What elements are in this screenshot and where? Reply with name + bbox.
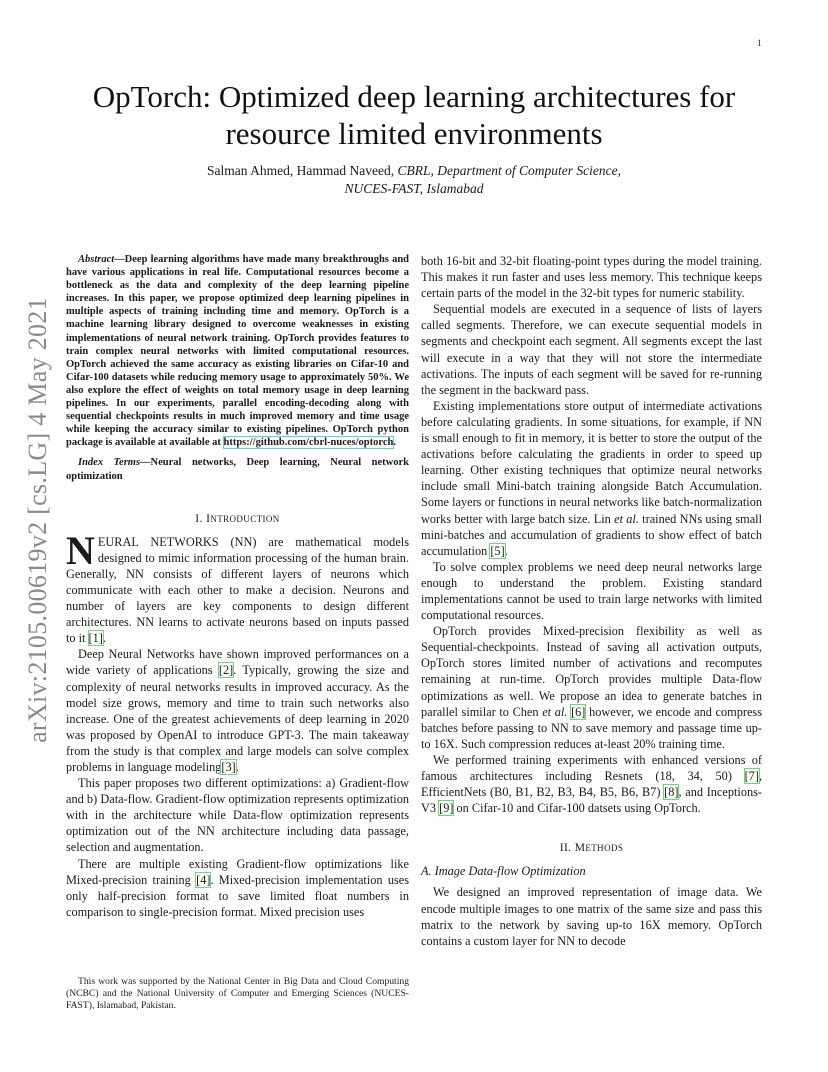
right-paragraph-6 [421,752,762,816]
page-number: 1 [757,38,762,48]
citation-2[interactable]: [2] [218,663,234,678]
right-p3-text-b: trained NNs using small mini-batches and accumulation of gradients to show effect of batch accumulation [421,511,762,558]
right-p6-text-c: , and Inceptions-V3 [421,785,763,816]
citation-5[interactable]: [5] [490,543,505,558]
right-p6-text-a: We performed training experiments with enhanced versions of famous architectures including Resnets (18, 34, 50) [421,752,762,783]
right-p6-text-b: , EfficientNets (B0, B1, B2, B3, B4, B5, B6, B7) [421,769,762,800]
drop-cap: N [66,527,95,573]
section-2-first: M [574,842,586,855]
right-p5-text-b: however, we encode and compress batches before passing to NN to save memory and passage time up-to 16X. Such compression reduces at-least 20% training time. [421,704,762,751]
right-p3-etal: et al. [614,511,639,526]
citation-6[interactable]: [6] [571,704,586,719]
intro-p4-text-a: There are multiple existing Gradient-flow optimizations like Mixed-precision training [66,856,409,887]
subsection-heading-image-data-flow: A. Image Data-flow Optimization [421,864,586,879]
citation-9[interactable]: [9] [439,801,454,816]
section-heading-methods [421,840,762,856]
intro-paragraph-1 [66,527,409,647]
section-2-number: II. [559,842,575,855]
authors-block [0,162,828,198]
citation-3[interactable]: [3] [221,760,236,774]
abstract-text: —Deep learning algorithms have made many breakthroughs and have various applications in real life. Computational resources become a bottleneck as the data and complexity of the deep learning pipeline increases. In this paper, we propose optimized deep learning pipelines in multiple aspects of training including time and memory. OpTorch is a machine learning library designed to overcome weaknesses in existing implementations of neural network training. OpTorch provides features to train complex neural networks with limited computational resources. OpTorch achieved the same accuracy as existing libraries on Cifar-10 and Cifar-100 datasets while reducing memory usage to approximately 50%. We also explore the effect of weights on total memory usage in deep learning pipelines. In our experiments, parallel encoding-decoding along with sequential checkpoints results in much improved memory and time usage while keeping the accuracy similar to existing pipelines. OpTorch python package is available at available at [66,254,409,449]
citation-8[interactable]: [8] [664,785,679,800]
intro-paragraph-2 [66,646,409,775]
intro-p2-text-a: Deep Neural Networks have shown improved performances on a wide variety of applications [66,647,409,678]
paper-title-line-1: OpTorch: Optimized deep learning architectures for [92,79,736,114]
right-paragraph-1: both 16-bit and 32-bit floating-point types during the model training. This makes it run faster and uses less memory. This technique keeps certain parts of the model in the 32-bit types for numeric stability. [421,254,762,301]
citation-7[interactable]: [7] [744,769,759,783]
intro-p2-text-b: . Typically, growing the size and complexity of neural networks results in improved accuracy. As the model size grows, memory and time to train such networks also increase. One of the greatest achievements of deep learning in 2020 was proposed by OpenAI to introduce GPT-3. The main takeaway from the study is that complex and large models can solve complex problems in language modeling [66,663,409,774]
abstract-end: . [393,437,396,449]
intro-paragraph-3: This paper proposes two different optimizations: a) Gradient-flow and b) Data-flow. Gradient-flow optimization represents optimization with in the architecture while Data-flow optimization represents optimization out of the NN architecture including data passage, selection and augmentation. [66,776,409,855]
intro-p1-text: (NN) are mathematical models designed to mimic information processing of the human brain. Generally, NN consists of different layers of neurons which communicate with each other to make a decision. Neurons and number of layers are key components to design different architectures. NN learns to activate neurons based on inputs passed to it [66,534,409,646]
intro-paragraph-4 [66,856,409,920]
author-affiliation-1: CBRL, Department of Computer Science, [397,163,621,178]
paper-title [0,78,828,152]
right-paragraph-3 [421,398,762,559]
authors-line-1 [0,162,828,180]
arxiv-identifier-stamp [18,285,58,755]
citation-4[interactable]: [4] [196,872,211,887]
right-p3-text-a: Existing implementations store output of intermediate activations before calculating gradients. In some situations, for example, if NN is small enough to fit in memory, it is better to store the output of the activations before calculating the gradients in order to speed up learning. Other existing techniques that optimize neural networks include small Mini-batch training alongside Batch Accumulation. Some layers or functions in neural networks like batch-normalization works better with large batch size. Lin [421,398,762,526]
paper-title-line-2: resource limited environments [225,116,603,151]
right-p6-text-d: on Cifar-10 and Cifar-100 datsets using OpTorch. [453,801,701,816]
intro-p1-caps: EURAL NETWORKS [97,534,219,549]
abstract [66,253,409,449]
index-terms-text: —Neural networks, Deep learning, Neural network optimization [66,457,409,482]
index-terms [66,456,409,482]
section-1-rest: NTRODUCTION [210,513,280,524]
abstract-label: Abstract [78,254,115,265]
citation-1[interactable]: [1] [88,631,103,646]
intro-p1-end: . [102,631,106,646]
right-p5-etal: et al. [542,704,568,719]
right-paragraph-4: To solve complex problems we need deep neural networks large enough to understand the problem. Existing standard implementations cannot be used to train large networks with limited computational resources. [421,559,762,623]
section-2-rest: ETHODS [585,843,624,854]
right-column [421,253,762,949]
author-affiliation-2: NUCES-FAST, Islamabad [344,181,484,196]
section-1-first: I [206,512,211,525]
right-paragraph-5 [421,623,762,752]
intro-p2-end: . [235,760,239,774]
section-1-number: I. [195,512,207,525]
right-p5-text-a: OpTorch provides Mixed-precision flexibility as well as Sequential-checkpoints. Instead of saving all activation outputs, OpTorch stores limited number of activations and recomputes remaining at run-time. OpTorch provides multiple Data-flow optimizations as well. We propose an idea to generate batches in parallel similar to Chen [421,624,762,719]
right-paragraph-2: Sequential models are executed in a sequence of lists of layers called segments. Therefore, we can execute sequential models in segments and checkpoint each segment. All segments except the last will execute in a way that they will not store the intermediate activations. The inputs of each segment will be saved for re-running the segment in the backward pass. [421,302,762,397]
right-p3-end: . [504,543,508,558]
left-column [66,253,409,920]
github-link[interactable]: https://github.com/cbrl-nuces/optorch [223,437,394,449]
arxiv-identifier-text: arXiv:2105.00619v2 [cs.LG] 4 May 2021 [23,297,52,743]
section-heading-introduction [66,511,409,527]
right-paragraph-7: We designed an improved representation of image data. We encode multiple images to one matrix of the same size and pass this matrix to the network by saving up-to 16X memory. OpTorch contains a custom layer for NN to decode [421,885,762,948]
author-names: Salman Ahmed, Hammad Naveed, [207,163,398,178]
intro-p4-text-b: . Mixed-precision implementation uses only half-precision format to save limited float numbers in comparison to single-precision format. Mixed precision uses [66,872,409,919]
footnote: This work was supported by the National Center in Big Data and Cloud Computing (NCBC) and the National University of Computer and Emerging Sciences (NUCES-FAST), Islamabad, Pakistan. [66,976,409,1011]
index-terms-label: Index Terms [78,457,141,469]
